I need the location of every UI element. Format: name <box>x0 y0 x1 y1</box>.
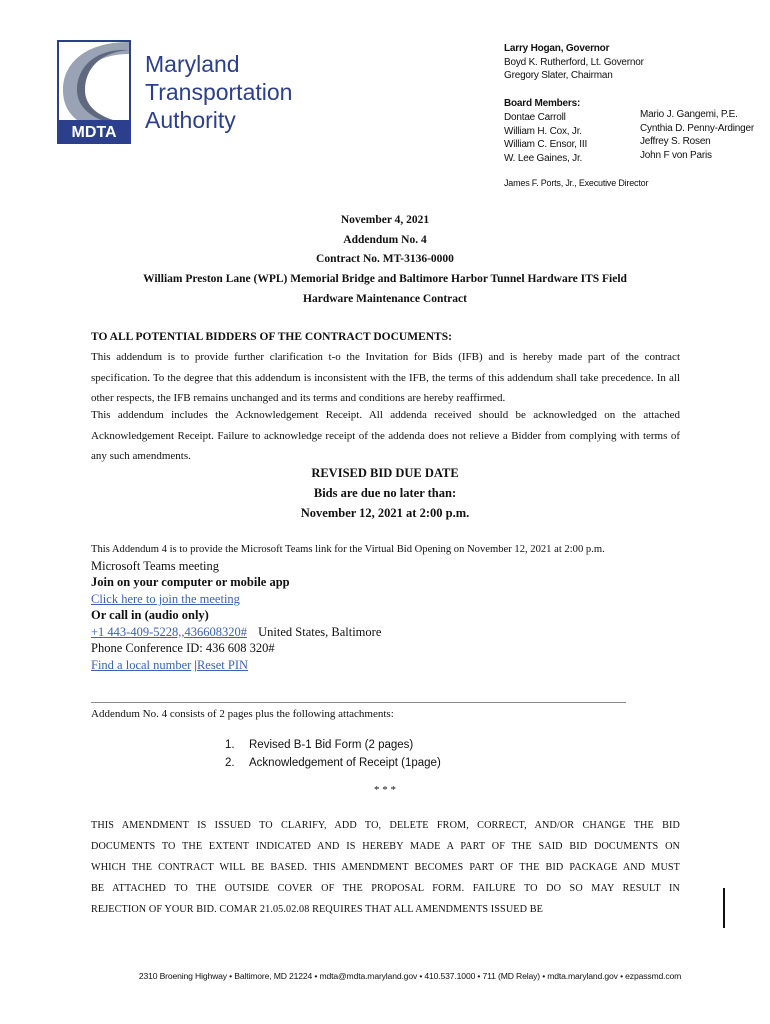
local-number-row <box>91 658 248 673</box>
due-date-line-3: November 12, 2021 at 2:00 p.m. <box>300 506 470 520</box>
lt-governor-line: Boyd K. Rutherford, Lt. Governor <box>504 56 644 68</box>
governor-line: Larry Hogan, Governor <box>504 43 610 54</box>
section-stars: * * * <box>374 784 396 796</box>
mdta-road-emblem <box>57 40 131 144</box>
teams-meeting-label: Microsoft Teams meeting <box>91 559 220 573</box>
join-heading: Join on your computer or mobile app <box>91 575 290 589</box>
logo-name <box>145 50 292 134</box>
section-divider <box>91 702 626 703</box>
paragraph-acknowledgement: This addendum includes the Acknowledgement Receipt. All addenda received should be acknowledged on the attached Acknowledgement Receipt. Failure to acknowledge receipt of the addenda does not relieve a Bidder from complying with terms of any such amendments. <box>91 409 680 462</box>
list-item <box>225 754 441 772</box>
conference-id: Phone Conference ID: 436 608 320# <box>91 641 275 655</box>
list-number: 2. <box>225 757 235 769</box>
board-members-right <box>640 108 754 162</box>
due-date-heading: REVISED BID DUE DATE <box>311 466 459 480</box>
due-date-line-2: Bids are due no later than: <box>313 486 457 500</box>
board-member: Cynthia D. Penny-Ardinger <box>640 122 754 134</box>
addendum-number: Addendum No. 4 <box>343 234 427 246</box>
attachment-list <box>225 736 441 772</box>
phone-location: United States, Baltimore <box>258 625 382 639</box>
reset-pin-link[interactable]: Reset PIN <box>196 658 249 672</box>
link-separator: | <box>194 658 197 672</box>
footer-contact: 2310 Broening Highway • Baltimore, MD 21224 • mdta@mdta.maryland.gov • 410.537.1000 • 711 (MD Relay) • mdta.maryland.gov • ezpassmd.com <box>138 971 682 981</box>
logo-abbrev: MDTA <box>71 124 117 141</box>
board-member: Mario J. Gangemi, P.E. <box>640 109 738 120</box>
project-title-line-1: William Preston Lane (WPL) Memorial Bridge and Baltimore Harbor Tunnel Hardware ITS Field <box>143 273 627 285</box>
amendment-notice <box>91 815 680 920</box>
logo-name-line-1: Maryland <box>145 51 240 77</box>
mdta-logo <box>57 40 297 144</box>
board-members-left <box>504 111 587 165</box>
notice-line: BE ATTACHED TO THE OUTSIDE COVER OF THE PROPOSAL FORM. FAILURE TO DO SO MAY RESULT IN <box>91 883 680 894</box>
paragraph-clarification: This addendum is to provide further clarification t-o the Invitation for Bids (IFB) and is hereby made part of the contract specification. To the degree that this addendum is inconsistent with the IFB, the terms of this addendum shall take precedence. In all other respects, the IFB remains unchanged and its terms and conditions are hereby reaffirmed. <box>91 351 680 404</box>
notice-line: DOCUMENTS TO THE EXTENT INDICATED AND IS HEREBY MADE A PART OF THE SAID BID DOCUMENTS ON <box>91 841 680 852</box>
attachment-label: Revised B-1 Bid Form (2 pages) <box>249 739 414 751</box>
notice-line: WHICH THE CONTRACT WILL BE BASED. THIS AMENDMENT BECOMES PART OF THE BID PACKAGE AND MUST <box>91 862 680 873</box>
attachments-intro: Addendum No. 4 consists of 2 pages plus the following attachments: <box>91 708 394 720</box>
notice-line: THIS AMENDMENT IS ISSUED TO CLARIFY, ADD TO, DELETE FROM, CORRECT, AND/OR CHANGE THE BID <box>91 820 680 831</box>
notice-line: REJECTION OF YOUR BID. COMAR 21.05.02.08 REQUIRES THAT ALL AMENDMENTS ISSUED BE <box>91 904 543 915</box>
board-member: William C. Ensor, III <box>504 139 588 150</box>
change-bar <box>723 888 725 928</box>
list-item <box>225 736 441 754</box>
call-in-heading: Or call in (audio only) <box>91 608 209 622</box>
contract-number: Contract No. MT-3136-0000 <box>316 253 454 265</box>
teams-intro: This Addendum 4 is to provide the Microsoft Teams link for the Virtual Bid Opening on November 12, 2021 at 2:00 p.m. <box>91 544 605 555</box>
board-heading: Board Members: <box>504 98 581 109</box>
board-member: Dontae Carroll <box>504 112 566 123</box>
board-member: W. Lee Gaines, Jr. <box>504 152 583 164</box>
list-number: 1. <box>225 739 235 751</box>
board-member: Jeffrey S. Rosen <box>640 136 711 147</box>
phone-number-link[interactable]: +1 443-409-5228,,436608320# <box>91 625 247 639</box>
find-local-number-link[interactable]: Find a local number <box>91 658 192 672</box>
logo-name-line-2: Transportation <box>145 79 293 105</box>
document-date: November 4, 2021 <box>340 214 430 226</box>
attachment-label: Acknowledgement of Receipt (1page) <box>249 757 441 769</box>
salutation: TO ALL POTENTIAL BIDDERS OF THE CONTRACT DOCUMENTS: <box>91 331 452 343</box>
phone-row <box>91 625 381 640</box>
chairman-line: Gregory Slater, Chairman <box>504 70 613 81</box>
join-meeting-link[interactable]: Click here to join the meeting <box>91 592 240 606</box>
executive-director: James F. Ports, Jr., Executive Director <box>504 178 649 188</box>
project-title-line-2: Hardware Maintenance Contract <box>303 293 467 305</box>
letterhead-officials <box>504 42 644 83</box>
board-member: John F von Paris <box>640 149 712 161</box>
logo-name-line-3: Authority <box>145 107 236 133</box>
board-member: William H. Cox, Jr. <box>504 125 582 137</box>
